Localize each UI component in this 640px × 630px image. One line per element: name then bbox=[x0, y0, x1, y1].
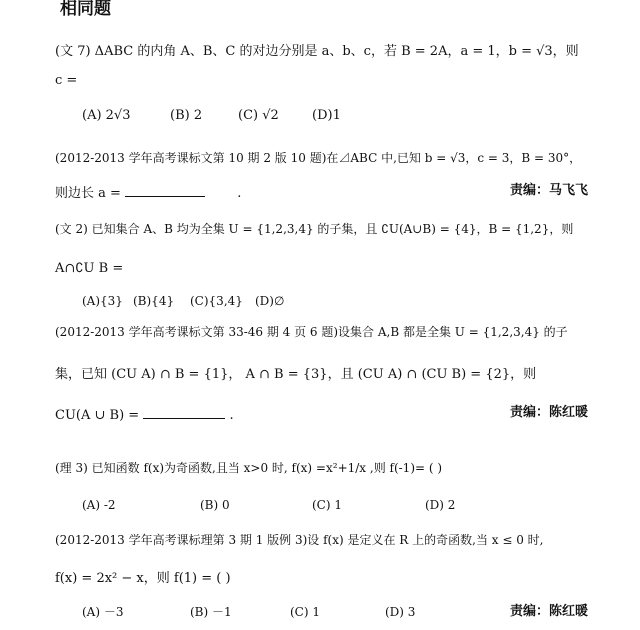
problem-2-stem-cont: 则边长 a = . bbox=[55, 182, 241, 203]
answer-blank[interactable] bbox=[143, 404, 225, 419]
option-c: (C) 1 bbox=[312, 498, 342, 512]
option-d: (D)∅ bbox=[255, 294, 285, 308]
problem-4-stem: (2012-2013 学年高考课标文第 33-46 期 4 页 6 题)设集合 A,B 都是全集 U = {1,2,3,4} 的子 bbox=[55, 325, 568, 339]
problem-3-stem: (文 2) 已知集合 A、B 均为全集 U = {1,2,3,4} 的子集，且 ∁U(A∪B) = {4}，B = {1,2}，则 bbox=[55, 222, 574, 236]
option-b: (B) 0 bbox=[200, 498, 230, 512]
answer-blank[interactable] bbox=[125, 182, 205, 197]
problem-3-stem-cont: A∩∁U B = bbox=[55, 261, 124, 276]
option-d: (D) 3 bbox=[385, 605, 416, 619]
problem-2-prefix: 则边长 a = bbox=[55, 186, 121, 201]
problem-5-stem: (理 3) 已知函数 f(x)为奇函数,且当 x>0 时, f(x) =x²+1/x ,则 f(-1)= ( ) bbox=[55, 461, 443, 475]
option-d: (D)1 bbox=[312, 108, 341, 123]
editor-credit: 责编：陈红暖 bbox=[510, 604, 589, 619]
editor-credit: 责编：马飞飞 bbox=[510, 183, 589, 198]
problem-4-stem-cont-2: CU(A ∪ B) = . bbox=[55, 404, 234, 425]
option-c: (C){3,4} bbox=[190, 294, 243, 308]
option-c: (C) 1 bbox=[290, 605, 320, 619]
problem-2-stem: (2012-2013 学年高考课标文第 10 期 2 版 10 题)在⊿ABC 中,已知 b = √3，c = 3，B = 30°， bbox=[55, 151, 582, 165]
option-a: (A) -2 bbox=[82, 498, 116, 512]
option-b: (B){4} bbox=[133, 294, 175, 308]
problem-4-stem-cont: 集，已知 (CU A) ∩ B = {1}， A ∩ B = {3}，且 (CU A) ∩ (CU B) = {2}，则 bbox=[55, 367, 537, 382]
problem-1-stem: (文 7) ΔABC 的内角 A、B、C 的对边分别是 a、b、c，若 B = 2A，a = 1，b = √3，则 bbox=[55, 44, 579, 59]
option-a: (A){3} bbox=[82, 294, 123, 308]
option-b: (B) －1 bbox=[190, 605, 232, 619]
problem-6-stem: (2012-2013 学年高考课标理第 3 期 1 版例 3)设 f(x) 是定义在 R 上的奇函数,当 x ≤ 0 时, bbox=[55, 533, 544, 547]
option-a: (A) －3 bbox=[82, 605, 124, 619]
problem-1-stem-cont: c = bbox=[55, 73, 78, 88]
option-a: (A) 2√3 bbox=[82, 108, 131, 123]
page-title: 相同题 bbox=[60, 0, 111, 19]
option-d: (D) 2 bbox=[425, 498, 456, 512]
problem-4-prefix: CU(A ∪ B) = bbox=[55, 408, 140, 423]
problem-6-stem-cont: f(x) = 2x² − x，则 f(1) = ( ) bbox=[55, 571, 231, 586]
option-b: (B) 2 bbox=[170, 108, 203, 123]
editor-credit: 责编：陈红暖 bbox=[510, 405, 589, 420]
option-c: (C) √2 bbox=[238, 108, 279, 123]
